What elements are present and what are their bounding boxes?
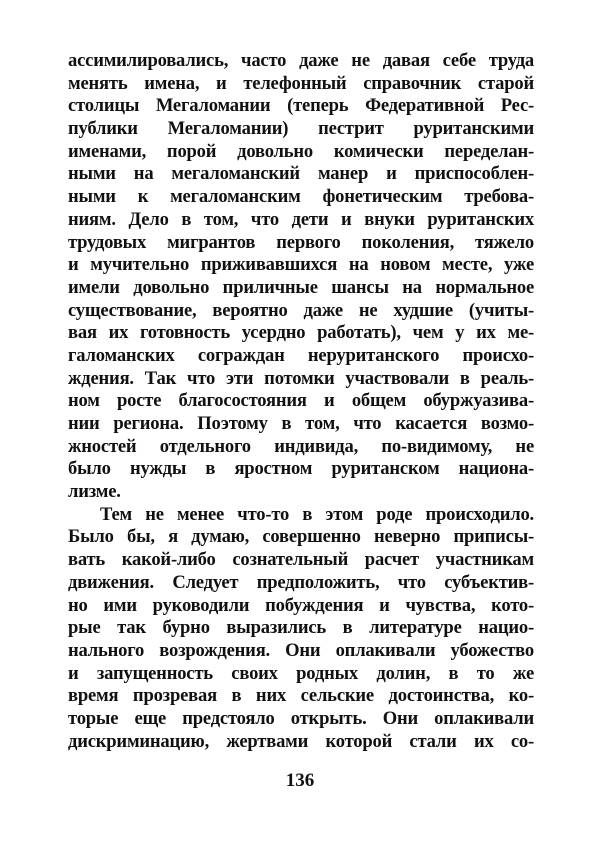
text-line: Тем не менее что-то в этом роде происходило.: [100, 503, 534, 525]
text-line: ными на мегаломанский манер и приспособлен-: [68, 163, 534, 185]
text-line: и мучительно приживавшихся на новом месте, уже: [68, 254, 534, 276]
text-line: именами, порой довольно комически переделан-: [68, 140, 534, 162]
text-line: ассимилировались, часто даже не давая себе труда: [68, 50, 534, 71]
text-line: менять имена, и телефонный справочник старой: [68, 72, 534, 94]
text-line: ными к мегаломанским фонетическим требова-: [68, 186, 534, 208]
text-line: нального возрождения. Они оплакивали убожество: [68, 639, 534, 661]
text-line: и запущенность своих родных долин, в то же: [68, 662, 534, 684]
text-line: ном росте благосостояния и общем обуржуазива-: [68, 390, 534, 412]
text-line: столицы Мегаломании (теперь Федеративной Рес-: [68, 95, 534, 117]
text-line: публики Мегаломании) пестрит руританскими: [68, 118, 534, 140]
text-line: но ими руководили побуждения и чувства, кото-: [68, 594, 534, 616]
text-line: движения. Следует предположить, что субъектив-: [68, 571, 534, 593]
page-number: 136: [285, 770, 315, 791]
paragraph-2: [68, 504, 534, 754]
text-line: ниям. Дело в том, что дети и внуки руританских: [68, 208, 534, 230]
text-line: время прозревая в них сельские достоинства, ко-: [68, 685, 534, 707]
text-line: нии региона. Поэтому в том, что касается возмо-: [68, 413, 534, 434]
text-line: галоманских сограждан неруританского происхо-: [68, 344, 534, 366]
text-line: жностей отдельного индивида, по-видимому, не: [68, 435, 534, 457]
text-line: вая их готовность усердно работать), чем у их ме-: [68, 322, 534, 344]
text-line: вать какой-либо сознательный расчет участникам: [68, 549, 534, 571]
text-line: ждения. Так что эти потомки участвовали в реаль-: [68, 367, 534, 389]
text-line: торые еще предстояло открыть. Они оплакивали: [68, 707, 534, 729]
text-line: было нужды в яростном руританском национа-: [68, 458, 534, 480]
text-line: рые так бурно выразились в литературе нацио-: [68, 617, 534, 639]
page-body: [68, 50, 534, 753]
text-line: существование, вероятно даже не худшие (учиты-: [68, 299, 534, 321]
paragraph-1: [68, 50, 534, 504]
text-line: лизме.: [68, 481, 121, 503]
text-line: дискриминацию, жертвами которой стали их со-: [68, 730, 534, 752]
text-line: имели довольно приличные шансы на нормальное: [68, 276, 534, 298]
text-line: трудовых мигрантов первого поколения, тяжело: [68, 231, 534, 253]
text-line: Было бы, я думаю, совершенно неверно приписы-: [68, 526, 534, 548]
